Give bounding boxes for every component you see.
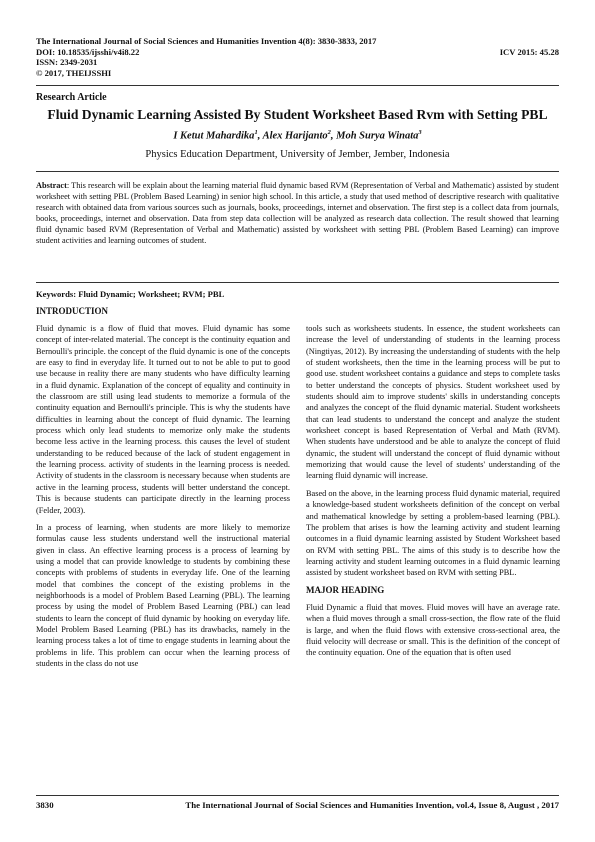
journal-line: The International Journal of Social Sciences and Humanities Invention 4(8): 3830-3833, 2017	[36, 36, 377, 46]
article-type: Research Article	[36, 92, 107, 103]
author-1: I Ketut Mahardika	[173, 130, 255, 142]
intro-heading: INTRODUCTION	[36, 306, 109, 316]
abstract-bottom-rule	[36, 282, 559, 283]
abstract-text: : This research will be explain about the learning material fluid dynamic based RVM (Representation of Verbal and Mathematic) assisted by student worksheet with setting PBL (Problem Based Learning) in senior high school. In this article, a study that used method of descriptive research with qualitative research with obtained data from various sources such as journals, books, proceedings, internet and observation. The first step is a collect data from journals, books, proceedings, internet and observation. Data from step data collection will be analyzed as research data collection. The result showed that learning fluid dynamic based RVM (Representation of Verbal and Mathematic) assisted by worksheet with setting PBL (Problem Based Learning) can improve student activities and learning outcomes of student.	[36, 181, 559, 246]
page-number: 3830	[36, 800, 54, 810]
icv: ICV 2015: 45.28	[499, 46, 559, 57]
issn: ISSN: 2349-2031	[36, 57, 98, 68]
footer-rule	[36, 795, 559, 796]
footer-citation: The International Journal of Social Sciences and Humanities Invention, vol.4, Issue 8, August , 2017	[185, 800, 559, 810]
author-2-sup: 2	[327, 129, 331, 136]
affiliation: Physics Education Department, University of Jember, Jember, Indonesia	[145, 149, 450, 160]
abstract	[36, 180, 559, 247]
author-sep-2: ,	[330, 130, 337, 142]
right-paragraph-3: Fluid Dynamic a fluid that moves. Fluid moves will have an average rate. when a fluid moves through a small cross-section, the flow rate of the fluid is large, and when the fluid flows with extensive cross-sectional area, the fluid velocity will decrease or small. This is the definition of the concept of the continuity equation. One of the equation that is often used	[306, 602, 560, 658]
paper-title: Fluid Dynamic Learning Assisted By Student Worksheet Based Rvm with Setting PBL	[47, 107, 548, 122]
header-rule	[36, 85, 559, 86]
author-2: Alex Harijanto	[262, 130, 328, 142]
abstract-top-rule	[36, 171, 559, 172]
doi: DOI: 10.18535/ijsshi/v4i8.22	[36, 46, 140, 57]
authors	[36, 129, 559, 142]
left-paragraph-1: Fluid dynamic is a flow of fluid that moves. Fluid dynamic has some concept of inter-related material. The concept is the continuity equation and Bernoulli's principle. the concept of the fluid dynamic is one of the concepts are easy to find in everyday life. It turned out to not be able to put to good use because in reality there are many students who have difficulty learning in a fluid dynamic. Explanation of the concept of equality and continuity in the classroom are still using lead students to memorize a formula of the continuity equation and Bernoulli's principle. This is why the students have difficulties in learning about the concept of fluid dynamic. The learning process which only lead students to memorize only make the students become less active in the learning process. this causes the level of student understanding to be reduced because of the lack of student engagement in the learning process. activity of students in the learning process is needed. Activity of students in the classroom is necessary because when students are active in the learning process, students will better understand the concept. This is because students can participate directly in the learning process (Felder, 2003).	[36, 324, 290, 515]
author-1-sup: 1	[254, 129, 258, 136]
copyright: © 2017, THEIJSSHI	[36, 67, 112, 78]
abstract-label: Abstract	[36, 181, 67, 190]
author-3: Moh Surya Winata	[336, 130, 419, 142]
author-3-sup: 3	[418, 129, 422, 136]
page-footer	[36, 800, 559, 810]
right-paragraph-2: Based on the above, in the learning process fluid dynamic material, required a knowledge-based student worksheets definition of the concept on verbal and mathematical knowledge by setting a problem-based learning (PBL). The problem that arises is how the learning activity and student learning outcomes in a fluid dynamic learning assisted by Student Worksheet based on RVM with setting PBL. The aims of this study is to describe how the learning activity and student learning outcomes in a fluid dynamic learning assisted by student worksheet based on RVM with setting PBL.	[306, 488, 560, 578]
left-paragraph-2: In a process of learning, when students are more likely to memorize formulas cause less students understand well the instructional material given in class. An effective learning process is a process of learning by using a model that can provide knowledge to students by combining these concepts with problems of students in everyday life. One of the learning model that combines the concept of the existing problems in the neighborhoods is a model of Problem Based Learning (PBL). The learning process by using the model of Problem Based Learning (PBL) can lead students to learn the concept of fluid dynamic by hooking on everyday life. Model Problem Based Learning (PBL) has its drawbacks, namely in the learning process takes a lot of time to engage students in learning about the problems in life. This problem can occur when the learning process of students in the class do not use	[36, 522, 290, 668]
author-sep-1: ,	[257, 130, 263, 142]
doi-row	[36, 47, 559, 58]
paper-page	[36, 0, 559, 842]
major-heading: MAJOR HEADING	[306, 584, 385, 595]
right-column	[306, 323, 560, 665]
journal-header	[36, 36, 559, 78]
left-column	[36, 323, 290, 675]
right-paragraph-1: tools such as worksheets students. In essence, the student worksheets can increase the level of understanding of students in the learning process (Ningtiyas, 2012). By increasing the understanding of students with the help of student worksheets, then the time in the learning process will be put to good use. student worksheet contains a guidance and steps to complete tasks to better understand the concepts of physics. Student worksheet used by students should aim to improve students' skills in understanding concepts and analyzes the concept of the fluid dynamic material. Student worksheets that can lead students to understand the concept and analyze the student worksheet concept is based Representation of Verbal and Math (RVM). When students have understood and be able to analyze the concept of fluid dynamic, the student will understand the concept of fluid dynamic without memorizing that would cause the level of students' understanding of the learning fluid dynamic will increase.	[306, 324, 560, 481]
keywords: Keywords: Fluid Dynamic; Worksheet; RVM; PBL	[36, 289, 225, 299]
